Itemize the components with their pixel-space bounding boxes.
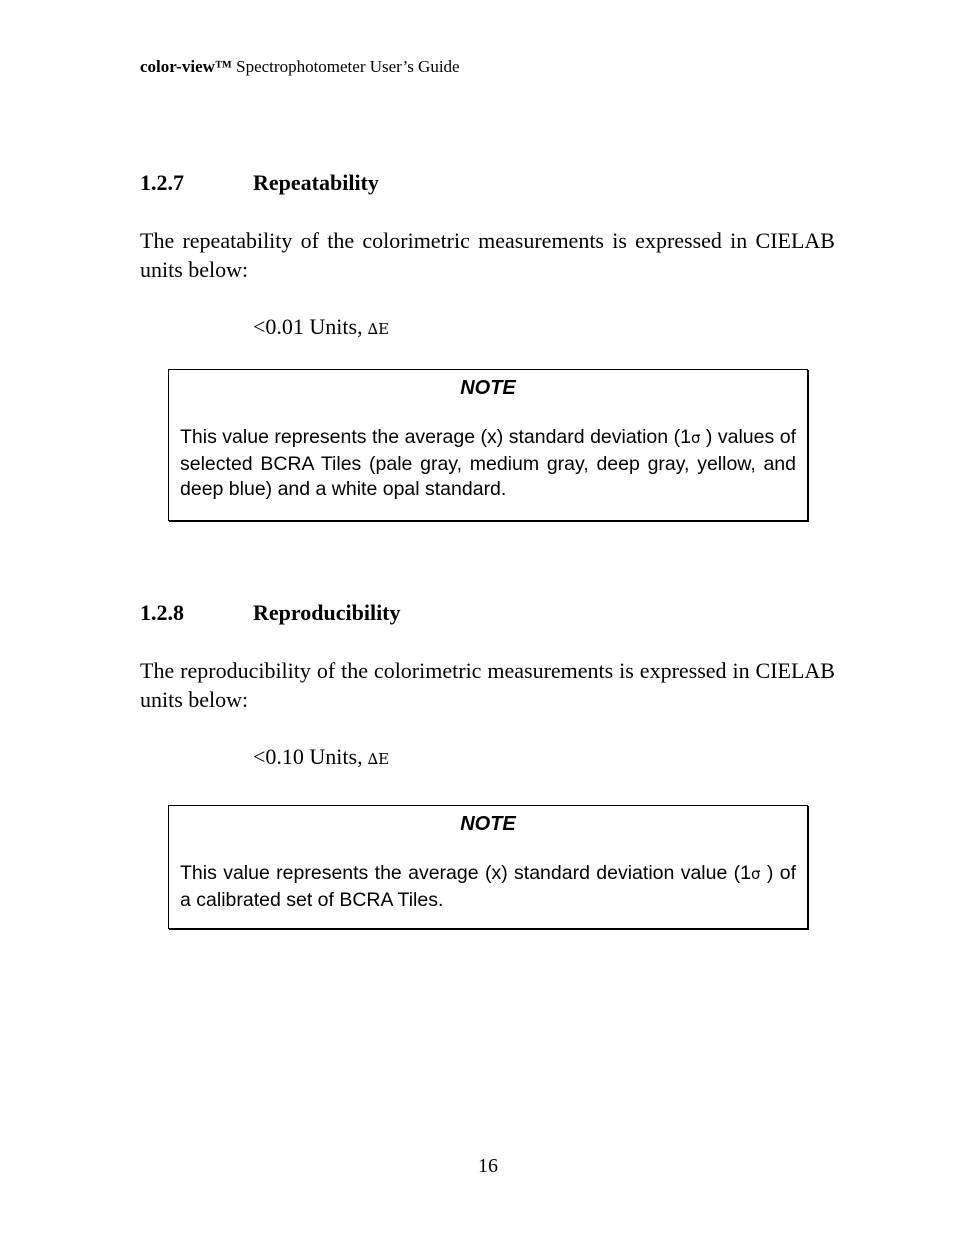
note-text-start: This value represents the average (x) standard deviation (1 <box>180 426 691 448</box>
page-header <box>140 56 460 78</box>
repeatability-note-box <box>168 369 808 521</box>
note-title: NOTE <box>460 813 516 835</box>
page-number: 16 <box>478 1155 498 1177</box>
section-heading-reproducibility <box>140 599 401 627</box>
header-title: Spectrophotometer User’s Guide <box>236 57 460 76</box>
reproducibility-value <box>253 743 389 773</box>
value-text: <0.10 Units, <box>253 744 363 769</box>
section-title: Reproducibility <box>253 600 401 625</box>
reproducibility-note-box <box>168 805 808 929</box>
value-text: <0.01 Units, <box>253 314 363 339</box>
header-brand: color-view™ <box>140 57 232 76</box>
section-title: Repeatability <box>253 170 379 195</box>
repeatability-paragraph: The repeatability of the colorimetric measurements is expressed in CIELAB units below: <box>140 228 835 282</box>
note-title: NOTE <box>460 377 516 399</box>
note-text-end: ) values of selected BCRA Tiles (pale gray, medium gray, deep gray, yellow, and deep blue) and a white opal standard. <box>180 426 796 500</box>
note-text <box>180 425 796 503</box>
reproducibility-paragraph: The reproducibility of the colorimetric measurements is expressed in CIELAB units below: <box>140 658 835 712</box>
note-text-start: This value represents the average (x) standard deviation value (1 <box>180 862 752 884</box>
delta-e-symbol: ∆E <box>367 320 390 338</box>
sigma-symbol: σ <box>751 865 761 883</box>
delta-e-symbol: ∆E <box>367 750 390 768</box>
note-text-end: ) of a calibrated set of BCRA Tiles. <box>180 862 797 911</box>
sigma-symbol: σ <box>690 429 701 447</box>
repeatability-value <box>253 313 389 343</box>
note-text <box>180 861 796 913</box>
section-heading-repeatability <box>140 169 379 197</box>
section-number: 1.2.8 <box>140 600 184 625</box>
section-number: 1.2.7 <box>140 170 184 195</box>
